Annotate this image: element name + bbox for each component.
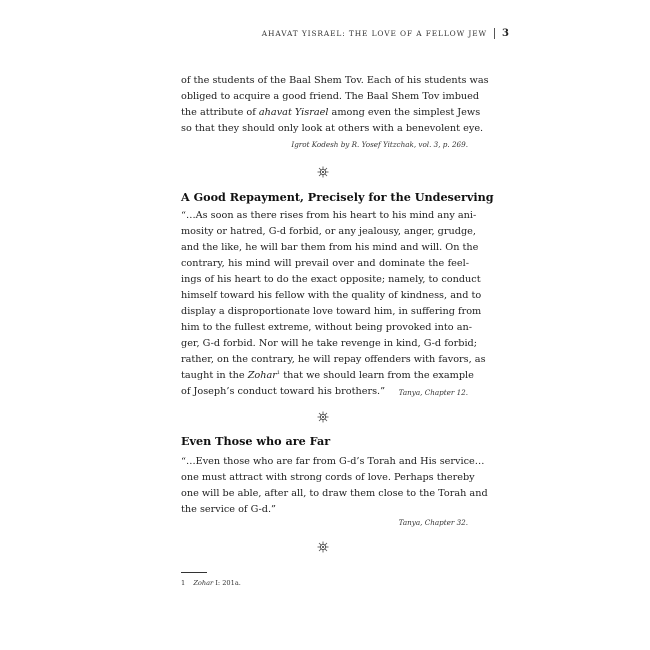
- text-line: and the like, he will bar them from his mind and will. On the: [181, 242, 479, 253]
- footnote-number: 1: [181, 579, 186, 587]
- text-line: [181, 368, 474, 384]
- text-line: mosity or hatred, G-d forbid, or any jealousy, anger, grudge,: [181, 226, 476, 237]
- footnote-source: Zohar: [193, 579, 214, 587]
- footnote-rule: [181, 572, 207, 573]
- running-head-title: AHAVAT YISRAEL: THE LOVE OF A FELLOW JEW: [261, 29, 488, 38]
- citation: Tanya, Chapter 32.: [398, 518, 468, 527]
- text-line: [181, 105, 481, 121]
- citation: Igrot Kodesh by R. Yosef Yitzchak, vol. 3, p. 269.: [291, 140, 468, 149]
- citation: Tanya, Chapter 12.: [398, 388, 468, 397]
- text-line: himself toward his fellow with the quality of kindness, and to: [181, 290, 482, 301]
- text-line: one must attract with strong cords of love. Perhaps thereby: [181, 472, 475, 483]
- italic-term: ahavat Yisrael: [258, 107, 329, 118]
- sunburst-ornament-icon: [317, 411, 329, 423]
- section-heading: A Good Repayment, Precisely for the Undeserving: [181, 190, 494, 204]
- text-span: among even the simplest Jews: [331, 107, 481, 118]
- section-heading: Even Those who are Far: [181, 434, 331, 448]
- text-line: of Joseph’s conduct toward his brothers.”: [181, 386, 386, 397]
- text-span: that we should learn from the example: [283, 370, 474, 381]
- running-head-divider: [494, 28, 495, 39]
- text-line: so that they should only look at others with a benevolent eye.: [181, 123, 484, 134]
- text-line: “…Even those who are far from G-d’s Torah and His service…: [181, 456, 485, 467]
- footnote-ref[interactable]: 1: [276, 369, 281, 376]
- sunburst-ornament-icon: [317, 541, 329, 553]
- text-line: “…As soon as there rises from his heart to his mind any ani-: [181, 210, 477, 221]
- quote-paragraph: [181, 208, 486, 400]
- paragraph-continuation: [181, 73, 489, 137]
- text-line: one will be able, after all, to draw them close to the Torah and: [181, 488, 488, 499]
- text-line: ings of his heart to do the exact opposite; namely, to conduct: [181, 274, 481, 285]
- sunburst-ornament-icon: [317, 166, 329, 178]
- text-line: rather, on the contrary, he will repay offenders with favors, as: [181, 354, 486, 365]
- footnote-ref-text: I: 201a.: [215, 579, 241, 587]
- text-line: of the students of the Baal Shem Tov. Each of his students was: [181, 75, 489, 86]
- text-line: the service of G-d.”: [181, 504, 277, 515]
- running-head: [262, 28, 509, 39]
- text-line: display a disproportionate love toward him, in suffering from: [181, 306, 482, 317]
- page-number: 3: [502, 28, 509, 39]
- text-line: him to the fullest extreme, without being provoked into an-: [181, 322, 472, 333]
- quote-paragraph: [181, 454, 488, 518]
- text-span: taught in the: [181, 370, 245, 381]
- footnote: [181, 579, 241, 587]
- italic-term: Zohar: [247, 370, 277, 381]
- text-line: obliged to acquire a good friend. The Baal Shem Tov imbued: [181, 91, 480, 102]
- text-span: the attribute of: [181, 107, 256, 118]
- text-line: contrary, his mind will prevail over and dominate the feel-: [181, 258, 469, 269]
- text-line: ger, G-d forbid. Nor will he take revenge in kind, G-d forbid;: [181, 338, 478, 349]
